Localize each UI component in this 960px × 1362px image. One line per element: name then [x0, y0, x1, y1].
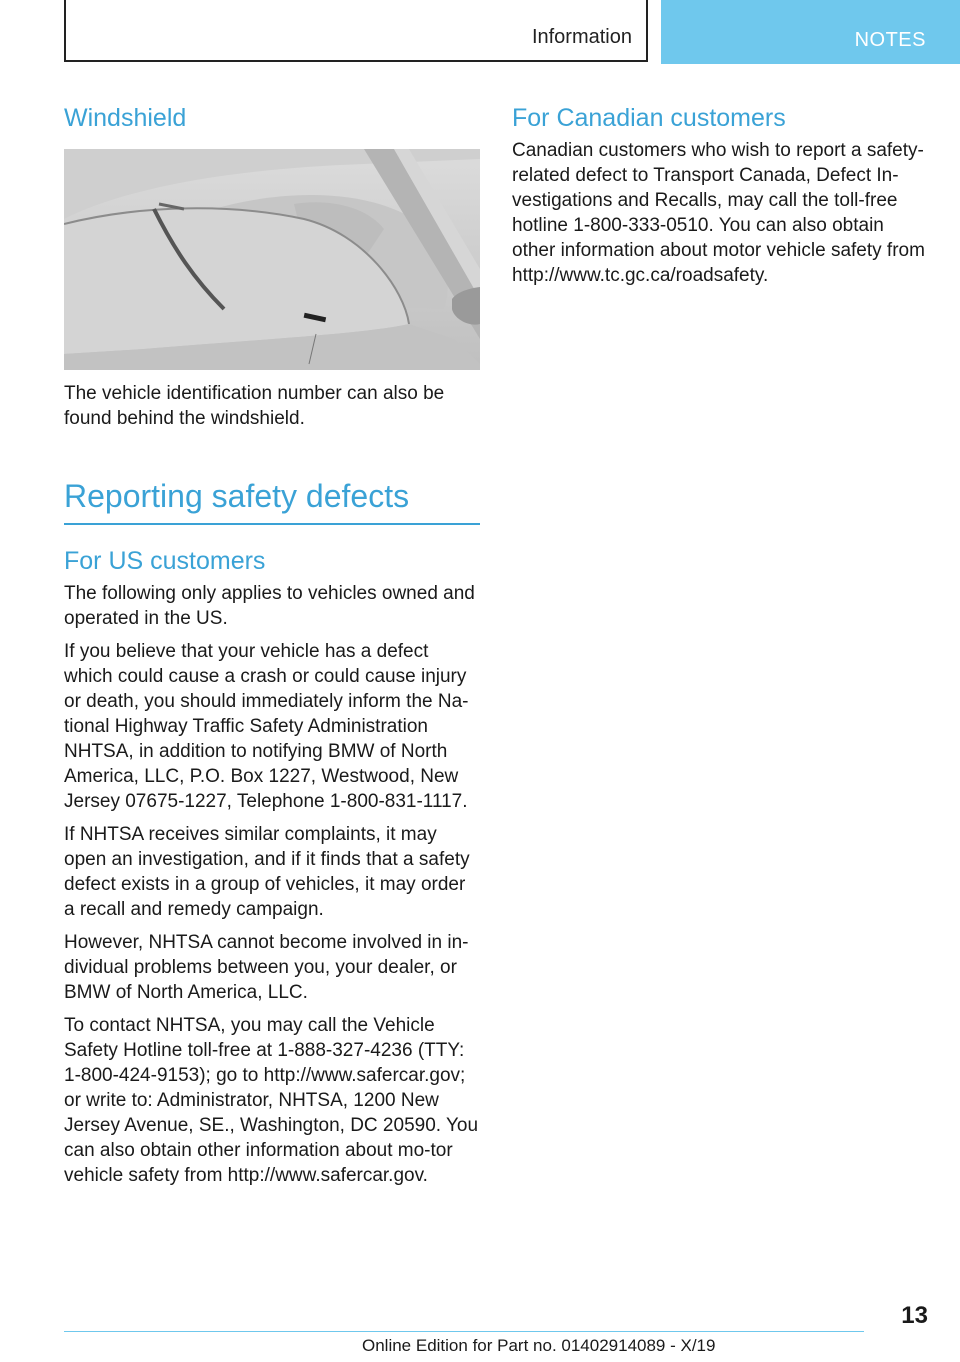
windshield-vin-illustration — [64, 149, 480, 370]
us-paragraph: The following only applies to vehicles owned and operated in the US. — [64, 583, 475, 629]
right-column — [512, 100, 928, 296]
page-number: 13 — [901, 1302, 928, 1329]
header-section-box — [64, 0, 648, 62]
left-column — [64, 100, 480, 1196]
header-chapter-label: NOTES — [854, 29, 926, 51]
us-paragraph: To contact NHTSA, you may call the Vehicle Safety Hotline toll-free at 1-888-327-4236 (TTY: 1-800-424-9153); go to http://www.safercar.gov; or write to: Administrator, NHTSA, 1200 New Jersey Avenue, SE., Washington, DC 20590. You can also obtain other information about mo-tor vehicle safety from http://www.safercar.gov. — [64, 1015, 479, 1186]
canadian-paragraph: Canadian customers who wish to report a safety-related defect to Transport Canada, Defect In-vestigations and Recalls, may call the toll-free hotline 1-800-333-0510. You can also obtain other information about motor vehicle safety from http://www.tc.gc.ca/roadsafety. — [512, 140, 925, 286]
reporting-safety-defects-heading: Reporting safety defects — [64, 475, 480, 525]
header-section-label: Information — [531, 26, 632, 48]
header-chapter-tab — [661, 0, 960, 64]
us-customers-heading: For US customers — [64, 547, 266, 575]
windshield-caption: The vehicle identification number can also be found behind the windshield. — [64, 383, 445, 429]
windshield-heading: Windshield — [64, 104, 187, 132]
footer-divider — [64, 1331, 864, 1332]
us-paragraph: If you believe that your vehicle has a defect which could cause a crash or could cause injury or death, you should immediately inform the Na-tional Highway Traffic Safety Administration NHTSA, in addition to notifying BMW of North America, LLC, P.O. Box 1227, Westwood, New Jersey 07675-1227, Telephone 1-800-831-1117. — [64, 641, 469, 812]
canadian-customers-heading: For Canadian customers — [512, 104, 786, 132]
footer-edition-note: Online Edition for Part no. 01402914089 - X/19 — [362, 1336, 716, 1355]
us-paragraph: However, NHTSA cannot become involved in in-dividual problems between you, your dealer, or BMW of North America, LLC. — [64, 932, 469, 1003]
us-paragraph: If NHTSA receives similar complaints, it may open an investigation, and if it finds that a safety defect exists in a group of vehicles, it may order a recall and remedy campaign. — [64, 824, 470, 920]
